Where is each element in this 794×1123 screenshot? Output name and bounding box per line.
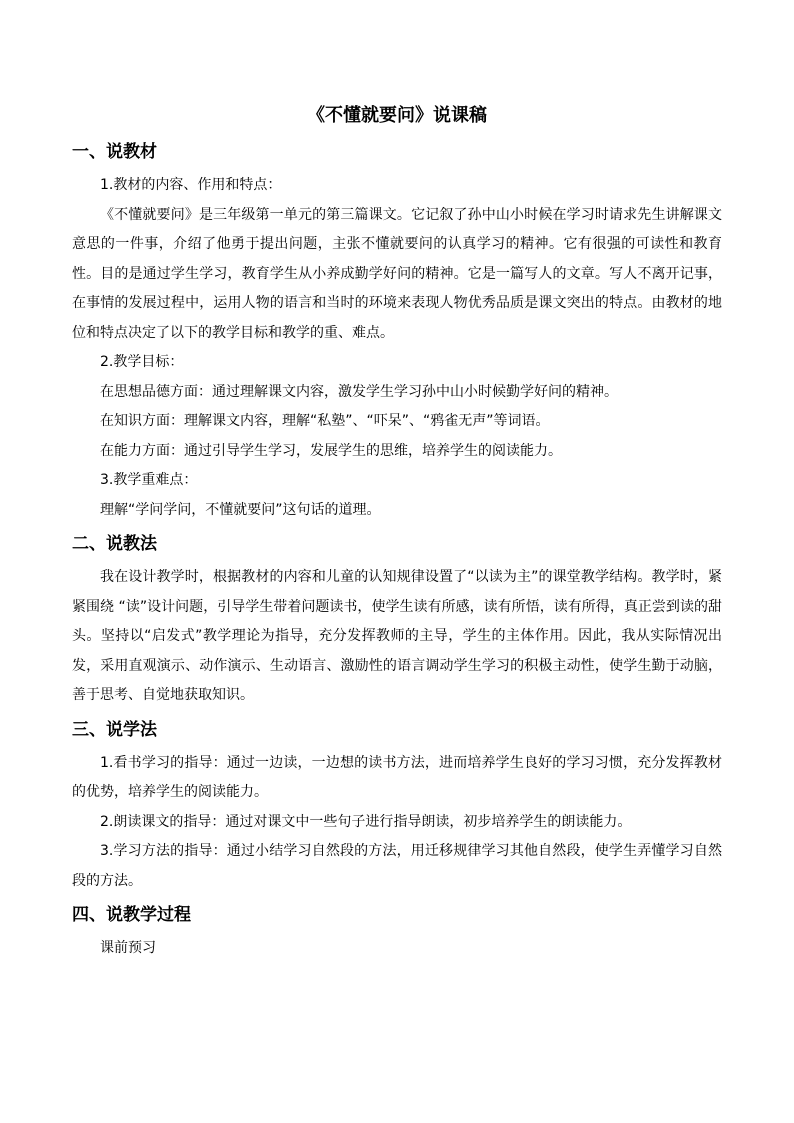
goal-ability: 在能力方面：通过引导学生学习，发展学生的思维，培养学生的阅读能力。 [100,442,562,459]
section-heading-teaching-method: 二、说教法 [72,534,157,554]
paragraph-content: 《不懂就要问》是三年级第一单元的第三篇课文。它记叙了孙中山小时候在学习时请求先生讲解课文意思的一件事，介绍了他勇于提出问题，主张不懂就要问的认真学习的精神。它有很强的可读性和教育性。目的是通过学生学习，教育学生从小养成勤学好问的精神。它是一篇写人的文章。写人不离开记事，在事情的发展过程中，运用人物的语言和当时的环境来表现人物优秀品质是课文突出的特点。由教材的地位和特点决定了以下的教学目标和教学的重、难点。 [72,206,722,341]
key-point: 理解“学问学问，不懂就要问”这句话的道理。 [100,501,381,518]
subheading-preview: 课前预习 [100,940,156,956]
goal-knowledge: 在知识方面：理解课文内容，理解“私塾”、“吓呆”、“鸦雀无声”等词语。 [100,413,550,429]
paragraph-teaching-method: 我在设计教学时，根据教材的内容和儿童的认知规律设置了“以读为主”的课堂教学结构。教学时，紧紧围绕 “读”设计问题，引导学生带着问题读书，使学生读有所感，读有所悟，读有所得，真正尝到读的甜头。坚持以“启发式”教学理论为指导，充分发挥教师的主导，学生的主体作用。因此，我从实际情况出发，采用直观演示、动作演示、生动语言、激励性的语言调动学生学习的积极主动性，使学生勤于动脑，善于思考、自觉地获取知识。 [72,569,722,703]
learning-item-2: 2.朗读课文的指导：通过对课文中一些句子进行指导朗读，初步培养学生的朗读能力。 [100,813,632,830]
section-heading-learning-method: 三、说学法 [72,719,157,740]
section-heading-textbook: 一、说教材 [72,142,157,162]
subheading-content: 1.教材的内容、作用和特点： [100,177,282,193]
section-teaching-process [72,902,722,964]
subheading-key-points: 3.教学重难点： [100,472,198,488]
document-title: 《不懂就要问》说课稿 [307,105,487,126]
learning-item-3: 3.学习方法的指导：通过小结学习自然段的方法，用迁移规律学习其他自然段，使学生弄懂学习自然段的方法。 [72,843,722,889]
subheading-goals: 2.教学目标： [100,354,184,370]
section-heading-teaching-process: 四、说教学过程 [72,905,191,925]
section-textbook [72,139,722,525]
section-teaching-method [72,531,722,711]
section-learning-method [72,717,722,897]
goal-moral: 在思想品德方面：通过理解课文内容，激发学生学习孙中山小时候勤学好问的精神。 [100,383,618,400]
learning-item-1: 1.看书学习的指导：通过一边读，一边想的读书方法，进而培养学生良好的学习习惯，充分发挥教材的优势，培养学生的阅读能力。 [72,754,722,800]
